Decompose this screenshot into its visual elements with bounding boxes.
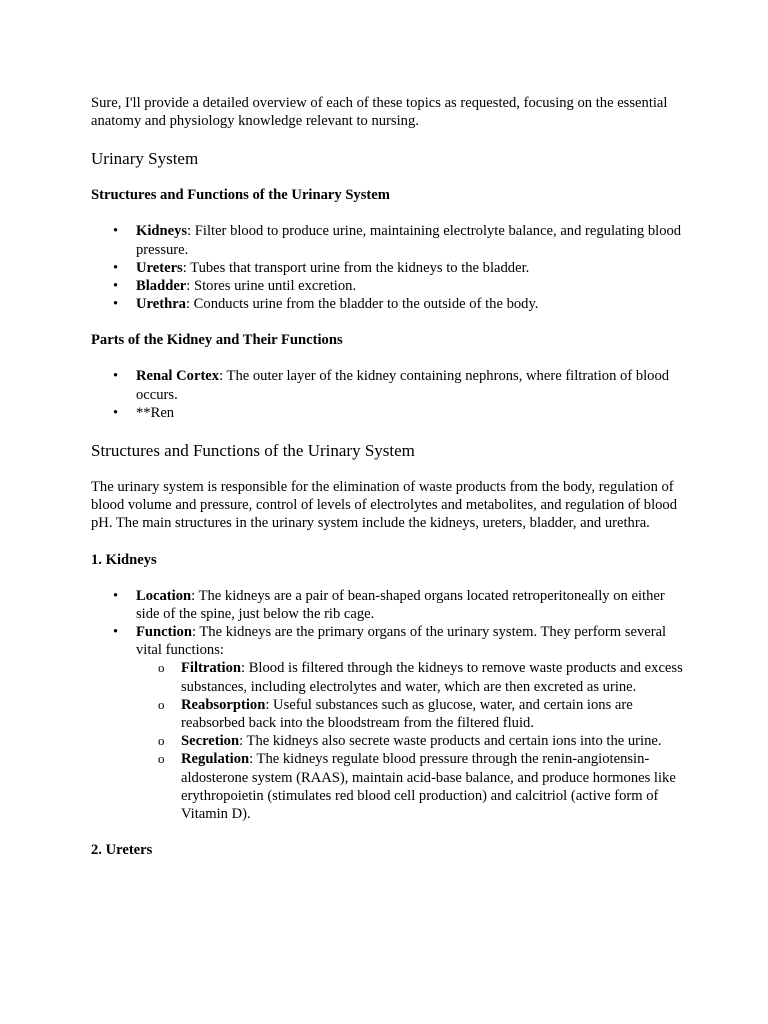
list-item [91, 623, 683, 823]
list-item-term: Location [136, 587, 192, 604]
list-item-text: : Tubes that transport urine from the kidneys to the bladder. [182, 259, 530, 276]
sublist-item-text: : Blood is filtered through the kidneys to remove waste products and excess substances, including electrolytes and water, which are then excreted as urine. [181, 660, 683, 695]
section-heading-structures-functions: Structures and Functions of the Urinary System [91, 441, 415, 461]
list-item [91, 587, 683, 623]
subheading-kidney-parts: Parts of the Kidney and Their Functions [91, 332, 343, 349]
list-item-text: : Stores urine until excretion. [186, 278, 357, 295]
kidneys-list [91, 587, 683, 824]
document-page [91, 94, 683, 877]
list-item-term: Urethra [136, 296, 186, 313]
list-item-term: Kidneys [136, 223, 188, 240]
list-item-term: Ureters [136, 259, 183, 276]
list-item-text: **Ren [136, 404, 175, 421]
list-item [91, 367, 683, 403]
sublist-item-text: : The kidneys also secrete waste products and certain ions into the urine. [239, 733, 662, 750]
sublist-item-term: Secretion [181, 733, 240, 750]
sublist-item-term: Regulation [181, 751, 250, 768]
kidney-parts-list [91, 367, 683, 422]
sublist-item [136, 732, 683, 750]
sublist-item-term: Filtration [181, 660, 241, 677]
sublist-item-term: Reabsorption [181, 696, 266, 713]
list-item-text: : Conducts urine from the bladder to the outside of the body. [185, 296, 539, 313]
subheading-kidneys: 1. Kidneys [91, 551, 157, 568]
list-item-term: Function [136, 624, 192, 641]
list-item-text: : Filter blood to produce urine, maintaining electrolyte balance, and regulating blood pressure. [136, 223, 682, 258]
structures-list [91, 222, 683, 313]
list-item-text: : The kidneys are a pair of bean-shaped organs located retroperitoneally on either side of the spine, just below the rib cage. [136, 587, 665, 622]
subheading-structures-functions: Structures and Functions of the Urinary System [91, 187, 390, 204]
sublist-item [136, 696, 683, 732]
list-item [91, 277, 683, 295]
list-item-text: : The kidneys are the primary organs of the urinary system. They perform several vital functions: [136, 624, 667, 659]
sublist-item-text: : Useful substances such as glucose, water, and certain ions are reabsorbed back into the bloodstream from the filtered fluid. [181, 696, 633, 732]
sublist-item [136, 750, 683, 823]
list-item-term: Bladder [136, 278, 187, 295]
urinary-system-paragraph: The urinary system is responsible for the elimination of waste products from the body, regulation of blood volume and pressure, control of levels of electrolytes and metabolites, and regulation of blood pH. The main structures in the urinary system include the kidneys, ureters, bladder, and urethra. [91, 479, 678, 532]
kidney-functions-sublist [136, 659, 683, 823]
list-item [91, 404, 683, 422]
list-item [91, 222, 683, 258]
list-item [91, 259, 683, 277]
subheading-ureters: 2. Ureters [91, 842, 153, 859]
list-item-text: : The outer layer of the kidney containing nephrons, where filtration of blood occurs. [136, 368, 670, 403]
sublist-item-text: : The kidneys regulate blood pressure through the renin-angiotensin-aldosterone system (RAAS), maintain acid-base balance, and produce hormones like erythropoietin (stimulates red blood cell production) and calcitriol (active form of Vitamin D). [181, 751, 676, 823]
intro-paragraph: Sure, I'll provide a detailed overview of each of these topics as requested, focusing on the essential anatomy and physiology knowledge relevant to nursing. [91, 95, 668, 130]
sublist-item [136, 659, 683, 695]
list-item-term: Renal Cortex [136, 368, 220, 385]
section-heading-urinary-system: Urinary System [91, 149, 199, 169]
list-item [91, 295, 683, 313]
